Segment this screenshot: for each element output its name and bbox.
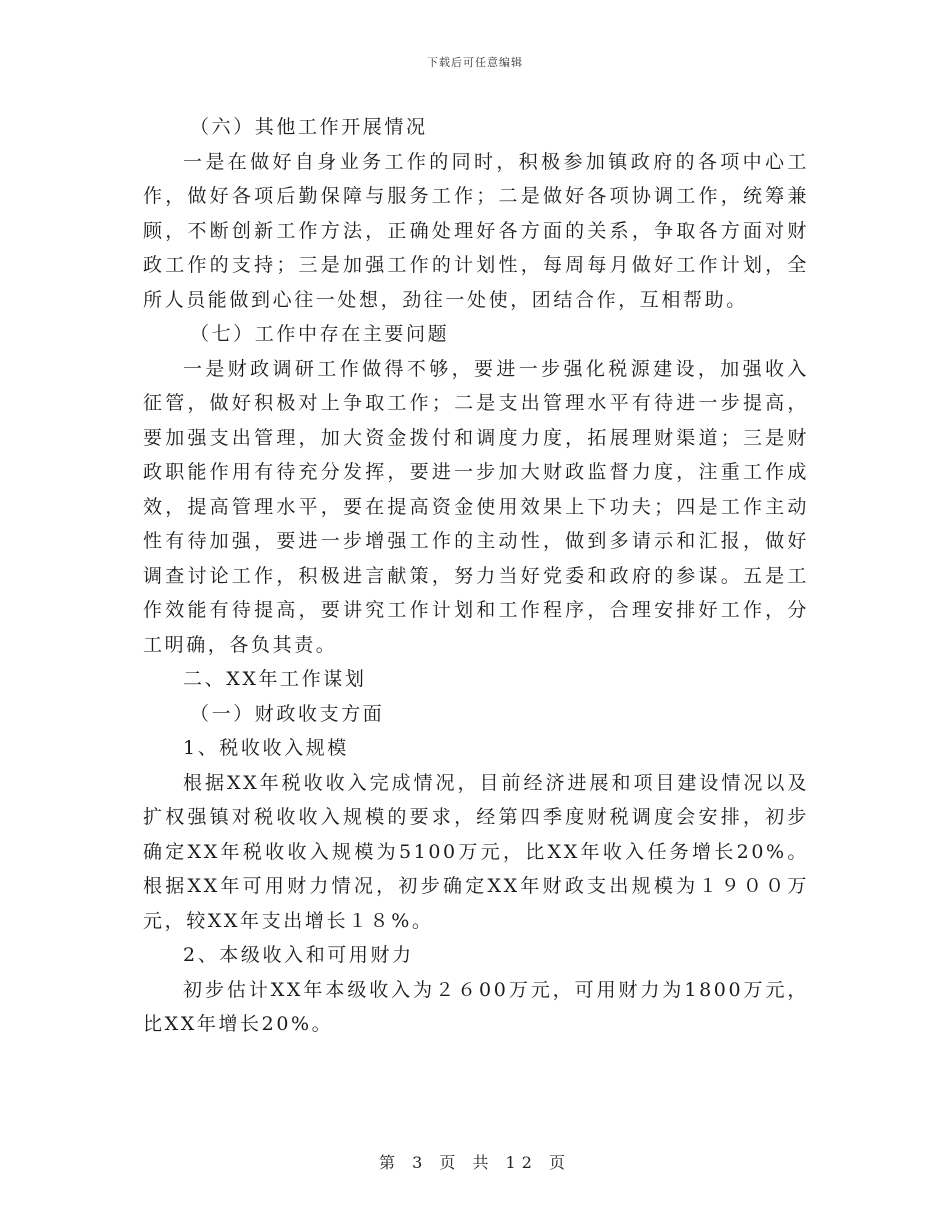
document-body [143, 110, 809, 1042]
section-heading-7: （七）工作中存在主要问题 [190, 323, 450, 345]
item-heading-revenue: 2、本级收入和可用财力 [183, 944, 414, 966]
item-heading-tax-scale: 1、税收收入规模 [183, 737, 349, 759]
section-heading-plan: 二、XX年工作谋划 [183, 668, 367, 690]
paragraph-other-work: 一是在做好自身业务工作的同时，积极参加镇政府的各项中心工作，做好各项后勤保障与服务工作；二是做好各项协调工作，统筹兼顾，不断创新工作方法，正确处理好各方面的关系，争取各方面对财政工作的支持；三是加强工作的计划性，每周每月做好工作计划，全所人员能做到心往一处想，劲往一处使，团结合作，互相帮助。 [143, 150, 809, 311]
paragraph-problems: 一是财政调研工作做得不够，要进一步强化税源建设，加强收入征管，做好积极对上争取工作；二是支出管理水平有待进一步提高，要加强支出管理，加大资金拨付和调度力度，拓展理财渠道；三是财政职能作用有待充分发挥，要进一步加大财政监督力度，注重工作成效，提高管理水平，要在提高资金使用效果上下功夫；四是工作主动性有待加强，要进一步增强工作的主动性，做到多请示和汇报，做好调查讨论工作，积极进言献策，努力当好党委和政府的参谋。五是工作效能有待提高，要讲究工作计划和工作程序，合理安排好工作，分工明确，各负其责。 [143, 357, 809, 656]
section-heading-6: （六）其他工作开展情况 [190, 116, 428, 138]
page-footer: 第 3 页 共 12 页 [379, 1153, 571, 1172]
page-header: 下载后可任意编辑 [427, 56, 523, 69]
subsection-heading-1: （一）财政收支方面 [190, 702, 385, 725]
paragraph-revenue: 初步估计XX年本级收入为２６00万元，可用财力为1800万元，比XX年增长20%。 [143, 978, 809, 1035]
paragraph-tax-scale: 根据XX年税收收入完成情况，目前经济进展和项目建设情况以及扩权强镇对税收收入规模的要求，经第四季度财税调度会安排，初步确定XX年税收收入规模为5100万元，比XX年收入任务增长20%。根据XX年可用财力情况，初步确定XX年财政支出规模为１９００万元，较XX年支出增长１８%。 [143, 771, 809, 932]
